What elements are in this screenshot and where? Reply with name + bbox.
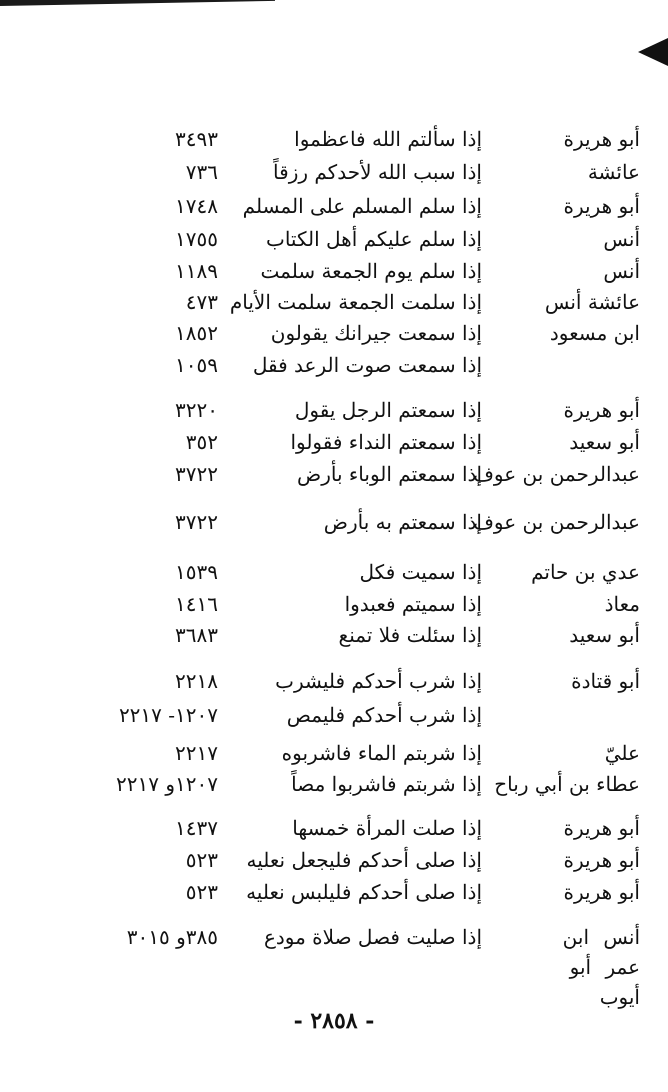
index-row [0,877,668,907]
narrator: أبو سعيد [569,430,640,454]
narrator: عليّ [604,741,640,765]
hadith-incipit: إذا سميتم فعبدوا [344,592,482,616]
reference-number: ٣٢٢٠ [175,398,218,422]
index-row [0,427,668,457]
index-row [0,620,668,650]
reference-number: ١٤٣٧ [175,816,218,840]
reference-number: ١٤١٦ [175,592,218,616]
narrator: أبو هريرة [563,880,640,904]
narrator: أبو هريرة [563,398,640,422]
reference-number: ٢٢١٨ [175,669,218,693]
index-row [0,459,668,489]
narrator: أبو هريرة [563,816,640,840]
reference-number: ١٠٥٩ [175,353,218,377]
index-row [0,256,668,286]
reference-number: ٣٨٥و ٣٠١٥ [126,925,218,949]
reference-number: ١٢٠٧- ٢٢١٧ [118,703,218,727]
narrator: أبو سعيد [569,623,640,647]
hadith-incipit: إذا شرب أحدكم فليشرب [275,669,482,693]
index-row [0,813,668,843]
hadith-incipit: إذا سمعت جيرانك يقولون [270,321,482,345]
index-row [0,395,668,425]
hadith-incipit: إذا سمعتم الوباء بأرض [297,462,482,486]
reference-number: ١٨٥٢ [175,321,218,345]
index-row [0,666,668,696]
reference-number: ٥٢٣ [185,848,218,872]
narrator: أنس [603,227,640,251]
index-row [0,769,668,799]
hadith-incipit: إذا صلى أحدكم فليجعل نعليه [246,848,482,872]
index-row [0,507,668,537]
hadith-incipit: إذا سبب الله لأحدكم رزقاً [273,160,482,184]
reference-number: ٣٧٢٢ [175,462,218,486]
hadith-incipit: إذا صلت المرأة خمسها [292,816,482,840]
index-row [0,287,668,317]
hadith-incipit: إذا سلم المسلم على المسلم [242,194,482,218]
index-row [0,318,668,348]
narrator: أنس ابن عمر أبو أيوب [562,925,640,1009]
reference-number: ٥٢٣ [185,880,218,904]
narrator: عدي بن حاتم [531,560,640,584]
reference-number: ١٧٥٥ [175,227,218,251]
index-row [0,845,668,875]
reference-number: ٢٢١٧ [175,741,218,765]
hadith-incipit: إذا صليت فصل صلاة مودع [263,925,482,949]
narrator: أنس [603,259,640,283]
index-row [0,191,668,221]
index-row [0,350,668,380]
narrator: ابن مسعود [549,321,640,345]
reference-number: ٣٥٢ [185,430,218,454]
narrator: معاذ [604,592,640,616]
index-row [0,738,668,768]
hadith-incipit: إذا سمعت صوت الرعد فقل [252,353,482,377]
index-row [0,557,668,587]
reference-number: ٣٦٨٣ [175,623,218,647]
reference-number: ١١٨٩ [175,259,218,283]
narrator: عائشة [587,160,640,184]
hadith-incipit: إذا سميت فكل [359,560,482,584]
reference-number: ٣٤٩٣ [175,127,218,151]
index-row [0,700,668,730]
reference-number: ١٧٤٨ [175,194,218,218]
hadith-incipit: إذا سئلت فلا تمنع [338,623,482,647]
reference-number: ١٥٣٩ [175,560,218,584]
narrator: أبو قتادة [571,669,640,693]
hadith-incipit: إذا صلى أحدكم فليلبس نعليه [246,880,482,904]
hadith-incipit: إذا سلمت الجمعة سلمت الأيام [229,290,482,314]
hadith-incipit: إذا سمعتم الرجل يقول [294,398,482,422]
reference-number: ٧٣٦ [185,160,218,184]
reference-number: ١٢٠٧و ٢٢١٧ [116,772,218,796]
index-row [0,157,668,187]
hadith-incipit: إذا شرب أحدكم فليمص [286,703,482,727]
reference-number: ٤٧٣ [185,290,218,314]
narrator: عطاء بن أبي رباح [494,772,640,796]
index-row [0,922,668,1009]
page-corner-arrow-icon [638,38,668,66]
top-rule [0,0,275,6]
page-number [0,1008,668,1034]
index-row [0,589,668,619]
narrator: عائشة أنس [544,290,640,314]
reference-number: ٣٧٢٢ [175,510,218,534]
hadith-incipit: إذا سمعتم به بأرض [323,510,482,534]
page-number-text: - ٢٨٥٨ - [293,1008,375,1034]
narrator: عبدالرحمن بن عوف [473,462,640,486]
index-row [0,124,668,154]
hadith-incipit: إذا شربتم الماء فاشربوه [281,741,482,765]
narrator: أبو هريرة [563,194,640,218]
hadith-incipit: إذا سلم عليكم أهل الكتاب [266,227,482,251]
narrator: أبو هريرة [563,848,640,872]
hadith-incipit: إذا سألتم الله فاعظموا [294,127,482,151]
narrator: أبو هريرة [563,127,640,151]
hadith-incipit: إذا سلم يوم الجمعة سلمت [260,259,482,283]
hadith-incipit: إذا سمعتم النداء فقولوا [290,430,482,454]
index-row [0,224,668,254]
hadith-incipit: إذا شربتم فاشربوا مصاً [291,772,482,796]
narrator: عبدالرحمن بن عوف [473,510,640,534]
